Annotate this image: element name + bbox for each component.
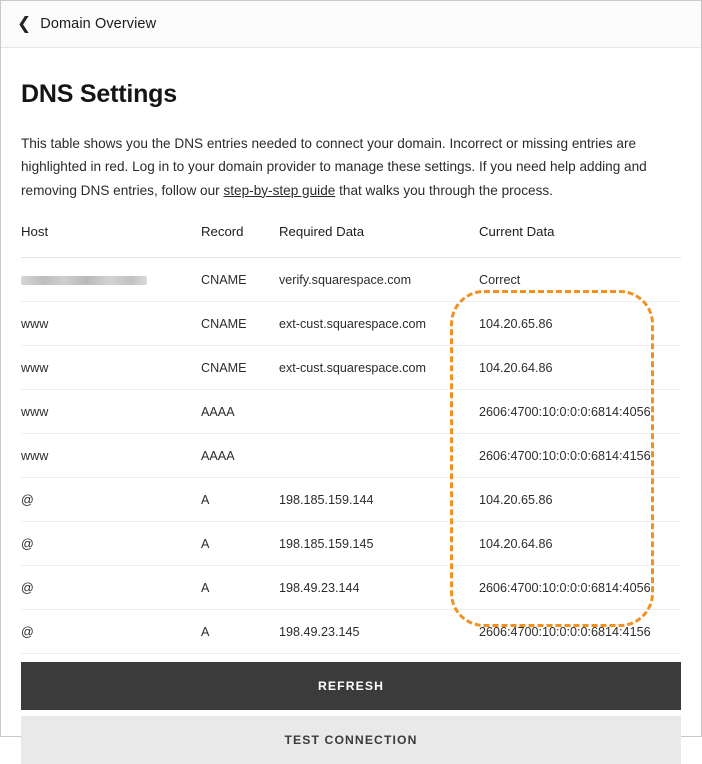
cell-host: www bbox=[21, 390, 201, 434]
cell-current-data: 104.20.65.86 bbox=[479, 302, 681, 346]
table-row bbox=[21, 258, 681, 302]
cell-record-type: A bbox=[201, 478, 279, 522]
cell-record-type: A bbox=[201, 566, 279, 610]
cell-required-data: ext-cust.squarespace.com bbox=[279, 302, 479, 346]
cell-host: www bbox=[21, 346, 201, 390]
intro-text-part2: that walks you through the process. bbox=[335, 182, 553, 198]
test-connection-button[interactable]: TEST CONNECTION bbox=[21, 716, 681, 764]
column-header-record: Record bbox=[201, 224, 279, 258]
cell-current-data: 104.20.64.86 bbox=[479, 346, 681, 390]
cell-record-type: CNAME bbox=[201, 346, 279, 390]
cell-record-type: AAAA bbox=[201, 390, 279, 434]
chevron-left-icon[interactable]: ❮ bbox=[17, 13, 32, 34]
cell-record-type: A bbox=[201, 610, 279, 654]
redacted-host-bar bbox=[21, 276, 147, 285]
table-body bbox=[21, 258, 681, 654]
cell-current-data: 2606:4700:10:0:0:0:6814:4056 bbox=[479, 390, 681, 434]
cell-required-data: verify.squarespace.com bbox=[279, 258, 479, 302]
intro-text-part1: This table shows you the DNS entries needed to connect your domain. Incorrect or missing entries are highlighted in red. Log in to your domain provider to manage these settings. If you need help adding and removing DNS entries, follow our bbox=[21, 136, 647, 198]
table-row bbox=[21, 478, 681, 522]
column-header-host: Host bbox=[21, 224, 201, 258]
table-row bbox=[21, 390, 681, 434]
cell-current-data: 104.20.65.86 bbox=[479, 478, 681, 522]
page-title: DNS Settings bbox=[21, 80, 177, 108]
table-row bbox=[21, 434, 681, 478]
cell-host: @ bbox=[21, 610, 201, 654]
cell-required-data bbox=[279, 390, 479, 434]
cell-host: @ bbox=[21, 566, 201, 610]
cell-record-type: A bbox=[201, 522, 279, 566]
table-row bbox=[21, 566, 681, 610]
cell-required-data: 198.185.159.144 bbox=[279, 478, 479, 522]
intro-paragraph bbox=[21, 132, 681, 202]
cell-current-data: Correct bbox=[479, 258, 681, 302]
cell-required-data: 198.49.23.144 bbox=[279, 566, 479, 610]
cell-required-data: 198.185.159.145 bbox=[279, 522, 479, 566]
table-row bbox=[21, 610, 681, 654]
column-header-required-data: Required Data bbox=[279, 224, 479, 258]
cell-host: @ bbox=[21, 522, 201, 566]
cell-record-type: CNAME bbox=[201, 258, 279, 302]
cell-host: www bbox=[21, 302, 201, 346]
cell-required-data: 198.49.23.145 bbox=[279, 610, 479, 654]
top-bar bbox=[1, 1, 701, 48]
table-header-row bbox=[21, 224, 681, 258]
dns-records-table bbox=[21, 224, 681, 654]
step-by-step-guide-link[interactable]: step-by-step guide bbox=[223, 182, 336, 198]
cell-current-data: 2606:4700:10:0:0:0:6814:4156 bbox=[479, 434, 681, 478]
cell-required-data bbox=[279, 434, 479, 478]
cell-current-data: 2606:4700:10:0:0:0:6814:4056 bbox=[479, 566, 681, 610]
table-header bbox=[21, 224, 681, 258]
cell-host bbox=[21, 258, 201, 302]
cell-host: www bbox=[21, 434, 201, 478]
table-row bbox=[21, 346, 681, 390]
cell-host: @ bbox=[21, 478, 201, 522]
column-header-current-data: Current Data bbox=[479, 224, 681, 258]
cell-record-type: AAAA bbox=[201, 434, 279, 478]
cell-required-data: ext-cust.squarespace.com bbox=[279, 346, 479, 390]
cell-current-data: 104.20.64.86 bbox=[479, 522, 681, 566]
refresh-button[interactable]: REFRESH bbox=[21, 662, 681, 710]
cell-record-type: CNAME bbox=[201, 302, 279, 346]
table-row bbox=[21, 302, 681, 346]
back-link-label[interactable]: Domain Overview bbox=[40, 16, 157, 32]
cell-current-data: 2606:4700:10:0:0:0:6814:4156 bbox=[479, 610, 681, 654]
content-area bbox=[1, 80, 701, 764]
table-row bbox=[21, 522, 681, 566]
